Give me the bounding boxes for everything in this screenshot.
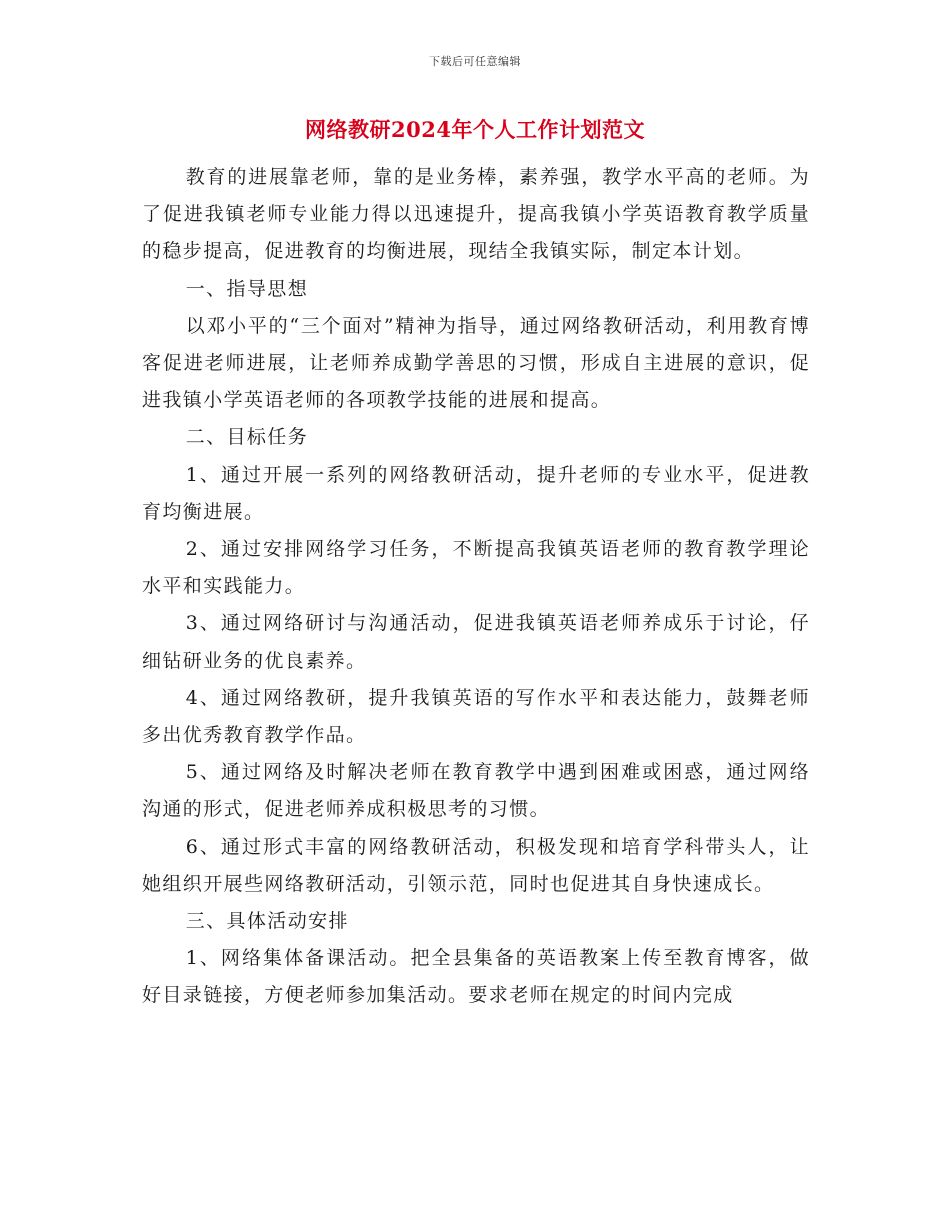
paragraph-intro: 教育的进展靠老师，靠的是业务棒，素养强，教学水平高的老师。为了促进我镇老师专业能力得以迅速提升，提高我镇小学英语教育教学质量的稳步提高，促进教育的均衡进展，现结全我镇实际，制定本计划。 bbox=[142, 166, 810, 263]
section-heading-activities: 三、具体活动安排 bbox=[185, 910, 349, 933]
paragraph-goal-2: 2、通过安排网络学习任务，不断提高我镇英语老师的教育教学理论水平和实践能力。 bbox=[142, 538, 810, 598]
paragraph-guiding-thought: 以邓小平的“三个面对”精神为指导，通过网络教研活动，利用教育博客促进老师进展，让老师养成勤学善思的习惯，形成自主进展的意识，促进我镇小学英语老师的各项教学技能的进展和提高。 bbox=[142, 314, 810, 412]
paragraph-goal-5: 5、通过网络及时解决老师在教育教学中遇到困难或困惑，通过网络沟通的形式，促进老师养成积极思考的习惯。 bbox=[142, 761, 810, 821]
paragraph-goal-3: 3、通过网络研讨与沟通活动，促进我镇英语老师养成乐于讨论，仔细钻研业务的优良素养。 bbox=[142, 612, 810, 672]
header-note: 下载后可任意编辑 bbox=[429, 55, 521, 68]
document-title: 网络教研2024年个人工作计划范文 bbox=[305, 117, 645, 142]
paragraph-goal-6: 6、通过形式丰富的网络教研活动，积极发现和培育学科带头人，让她组织开展些网络教研活动，引领示范，同时也促进其自身快速成长。 bbox=[142, 835, 810, 895]
paragraph-goal-4: 4、通过网络教研，提升我镇英语的写作水平和表达能力，鼓舞老师多出优秀教育教学作品。 bbox=[142, 686, 810, 747]
paragraph-activity-1: 1、网络集体备课活动。把全县集备的英语教案上传至教育博客，做好目录链接，方便老师参加集活动。要求老师在规定的时间内完成 bbox=[142, 947, 810, 1007]
section-heading-guiding-thought: 一、指导思想 bbox=[185, 277, 309, 300]
document-body bbox=[142, 159, 810, 1015]
paragraph-goal-1: 1、通过开展一系列的网络教研活动，提升老师的专业水平，促进教育均衡进展。 bbox=[142, 463, 810, 523]
section-heading-goals: 二、目标任务 bbox=[185, 426, 309, 449]
